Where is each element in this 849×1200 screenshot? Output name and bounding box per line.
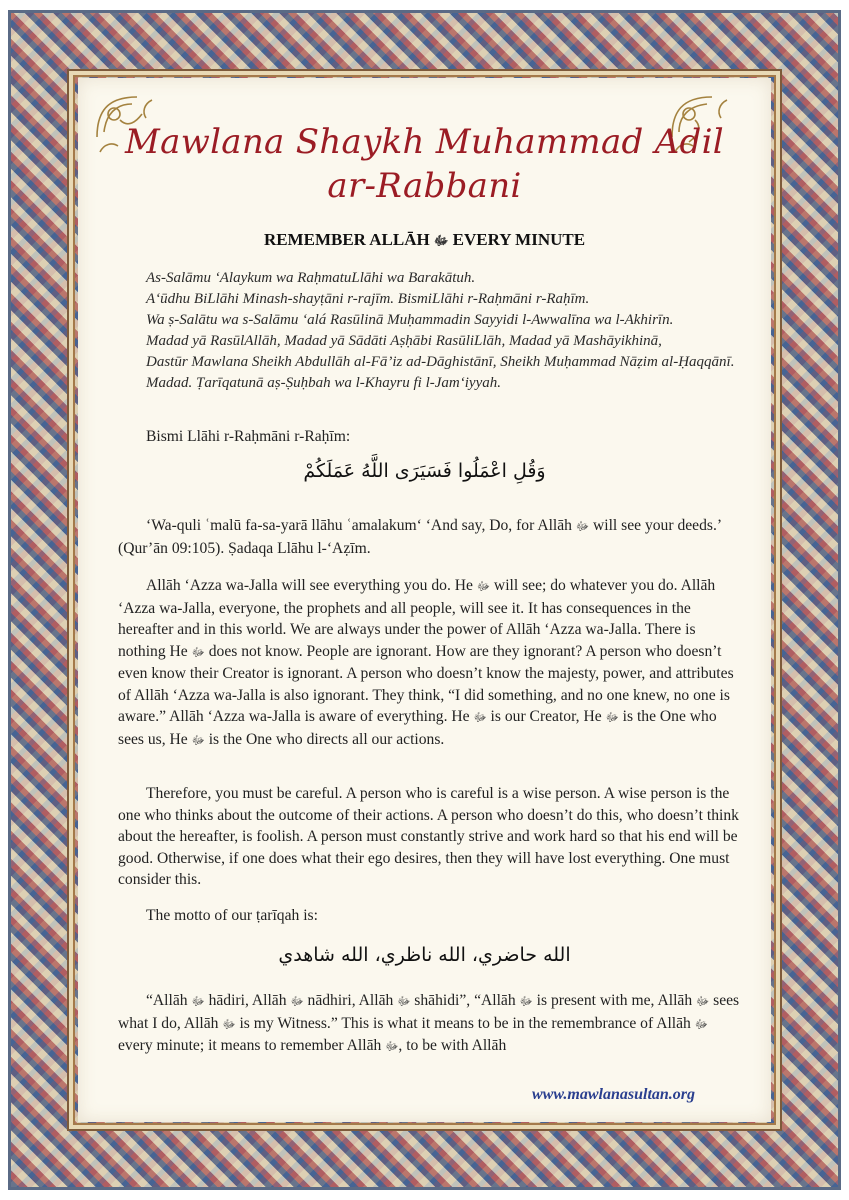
- honorific-symbol: ﷻ: [191, 733, 205, 747]
- bismi-text: Bismi Llāhi r-Raḥmāni r-Raḥīm:: [146, 428, 351, 445]
- heading-text-end: EVERY MINUTE: [452, 230, 586, 249]
- text-run: Allāh ‘Azza wa-Jalla will see everything you do. He: [146, 577, 477, 594]
- text-run: sees what I do, Allāh: [118, 992, 740, 1032]
- text-run: is our Creator, He: [486, 708, 606, 725]
- arabic-verse: وَقُلِ اعْمَلُوا فَسَيَرَى اللَّهُ عَمَلَكُمْ: [303, 460, 546, 482]
- text-run: shāhidi”, “Allāh: [410, 992, 520, 1009]
- text-run: is present with me, Allāh: [532, 992, 697, 1009]
- invocation-line: As-Salāmu ‘Alaykum wa RaḥmatuLlāhi wa Barakātuh.: [146, 270, 476, 286]
- invocation-line: A‘ūdhu BiLlāhi Minash-shayṭāni r-rajīm. BismiLlāhi r-Raḥmāni r-Raḥīm.: [146, 291, 590, 307]
- honorific-symbol: ﷻ: [473, 711, 487, 724]
- text-run: “Allāh: [146, 992, 192, 1009]
- text-run: every minute; it means to remember Allāh: [118, 1037, 386, 1054]
- verse-translation-end: will see your deeds.’ (Qur’ān 09:105). Ṣadaqa Llāhu l-‘Aẓīm.: [118, 517, 721, 557]
- honorific-symbol: ﷻ: [433, 234, 449, 248]
- honorific-symbol: ﷻ: [575, 520, 590, 533]
- verse-translation-start: ‘Wa-quli ʿmalū fa-sa-yarā llāhu ʿamalakum‘ ‘And say, Do, for Allāh: [146, 517, 572, 534]
- text-run: is the One who sees us, He: [118, 708, 717, 748]
- honorific-symbol: ﷻ: [696, 995, 710, 1008]
- honorific-symbol: ﷻ: [191, 995, 205, 1008]
- section-heading: [0, 230, 849, 252]
- text-run: will see; do whatever you do. Allāh ‘Azza wa-Jalla, everyone, the prophets and all people, will see it. It has consequences in the hereafter and in this world. We are always under the power of Allāh ‘Azza wa-Jalla. There is nothing He: [118, 577, 716, 660]
- opening-invocation: [146, 268, 746, 394]
- paragraph-allah-sees: [118, 575, 742, 751]
- motto-intro: The motto of our ṭarīqah is:: [146, 907, 318, 924]
- heading-text-start: REMEMBER ALLĀH: [263, 230, 430, 249]
- text-run: , to be with Allāh: [398, 1037, 507, 1054]
- honorific-symbol: ﷻ: [397, 995, 411, 1008]
- invocation-line: Dastūr Mawlana Sheikh Abdullāh al-Fā’iz ad-Dāghistānī, Sheikh Muḥammad Nāẓim al-Ḥaqqānī. Madad. Ṭarīqatunā aṣ-Ṣuḥbah wa l-Khayru fi l-Jam‘iyyah.: [146, 354, 735, 391]
- honorific-symbol: ﷻ: [290, 995, 304, 1008]
- bismi-line: [118, 426, 742, 448]
- page-title-line-2: ar-Rabbani: [327, 166, 522, 206]
- honorific-symbol: ﷻ: [694, 1017, 708, 1031]
- text-run: is my Witness.” This is what it means to be in the remembrance of Allāh: [235, 1014, 695, 1032]
- invocation-line: Wa ṣ-Salātu wa s-Salāmu ‘alá Rasūlinā Muḥammadin Sayyidi l-Awwalīna wa l-Akhirīn.: [146, 312, 674, 328]
- honorific-symbol: ﷻ: [222, 1017, 236, 1031]
- honorific-symbol: ﷻ: [605, 711, 619, 724]
- honorific-symbol: ﷻ: [191, 645, 205, 659]
- website-link[interactable]: www.mawlanasultan.org: [532, 1086, 696, 1103]
- text-run: is the One who directs all our actions.: [204, 730, 445, 748]
- arabic-motto: الله حاضري، الله ناظري، الله شاهدي: [278, 944, 571, 966]
- paragraph-be-careful: Therefore, you must be careful. A person who is careful is a wise person. A wise person is the one who thinks about the outcome of their actions. A person who doesn’t do this, who doesn’t think about the hereafter, is foolish. A person must constantly strive and work hard so that his end will be good. Otherwise, if one does what their ego desires, then they will have lost everything. One must consider this.: [118, 785, 739, 888]
- paragraph-verse-translation: [118, 515, 742, 559]
- honorific-symbol: ﷻ: [476, 580, 491, 593]
- honorific-symbol: ﷻ: [385, 1040, 399, 1053]
- text-run: does not know. People are ignorant. How are they ignorant? A person who doesn’t even know their Creator is ignorant. A person who doesn’t know the majesty, power, and attributes of Allāh ‘Azza wa-Jalla is also ignorant. They think, “I did something, and no one knew, no one is aware.” Allāh ‘Azza wa-Jalla is aware of everything. He: [118, 642, 734, 725]
- text-run: nādhiri, Allāh: [303, 992, 398, 1009]
- honorific-symbol: ﷻ: [519, 995, 533, 1008]
- text-run: hādiri, Allāh: [204, 992, 291, 1009]
- paragraph-motto-meaning: [118, 990, 742, 1058]
- invocation-line: Madad yā RasūlAllāh, Madad yā Sādāti Aṣḥābi RasūliLlāh, Madad yā Mashāyikhinā,: [146, 333, 662, 349]
- page-title-line-1: Mawlana Shaykh Muhammad Adil: [125, 122, 724, 162]
